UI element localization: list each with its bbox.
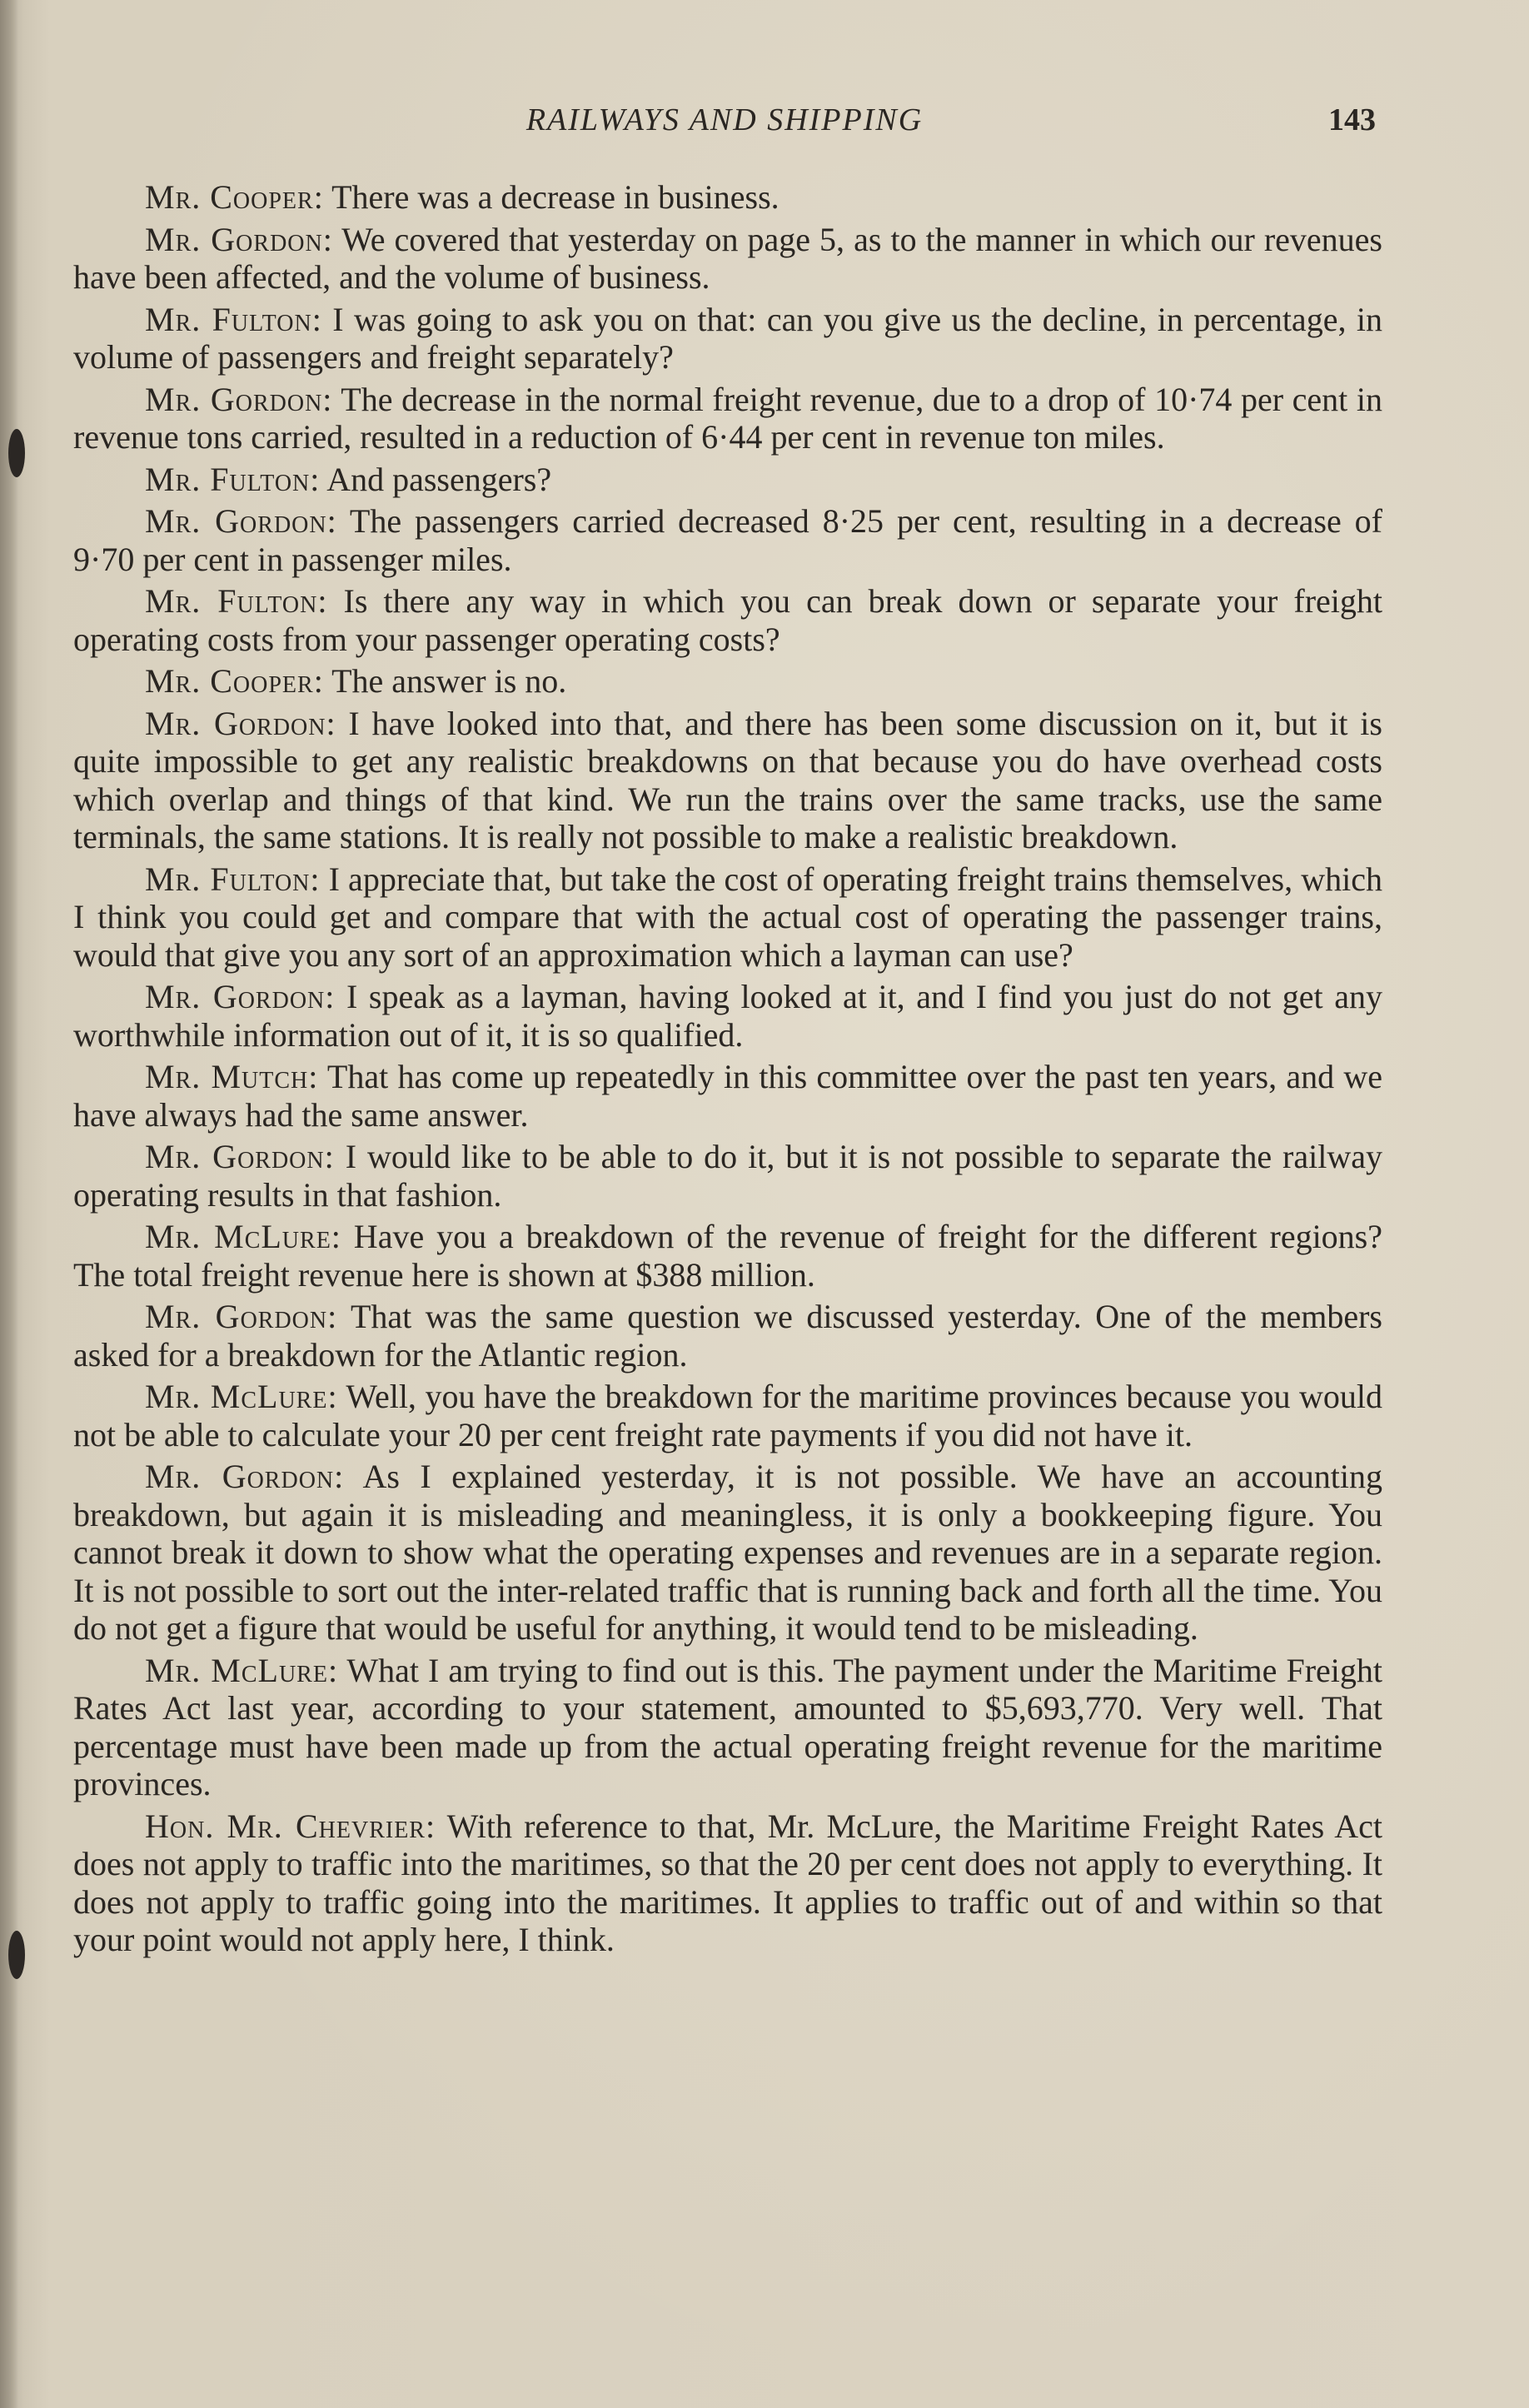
paragraph-text: And passengers?: [320, 460, 552, 498]
transcript-paragraph: [73, 301, 1382, 376]
paragraph-text: Have you a breakdown of the revenue of freight for the different regions? The total freight revenue here is shown at $388 million.: [73, 1218, 1383, 1294]
speaker-name: Mr. Fulton:: [145, 300, 322, 338]
paragraph-text: That was the same question we discussed yesterday. One of the members asked for a breakdown for the Atlantic region.: [73, 1298, 1382, 1374]
speaker-name: Mr. Mutch:: [145, 1058, 319, 1095]
speaker-name: Mr. Cooper:: [145, 178, 324, 216]
speaker-name: Mr. Gordon:: [145, 1138, 335, 1175]
speaker-name: Mr. McLure:: [145, 1218, 341, 1255]
transcript-paragraph: [73, 381, 1382, 456]
speaker-name: Mr. Gordon:: [145, 978, 336, 1015]
paragraph-text: As I explained yesterday, it is not possible. We have an accounting breakdown, but again it is misleading and meaningless, it is only a bookkeeping figure. You cannot break it down to show what the operating expenses and revenues are in a separate region. It is not possible to sort out the inter-related traffic that is running back and forth all the time. You do not get a figure that would be useful for anything, it would tend to be misleading.: [73, 1458, 1382, 1647]
transcript-paragraph: [73, 860, 1382, 975]
paragraph-text: I would like to be able to do it, but it is not possible to separate the railway operating results in that fashion.: [73, 1138, 1382, 1214]
transcript-paragraph: [73, 1298, 1382, 1374]
transcript-paragraph: [73, 1058, 1382, 1134]
transcript-paragraph: [73, 1378, 1382, 1453]
speaker-name: Mr. Gordon:: [145, 502, 337, 540]
paragraph-text: The answer is no.: [323, 662, 567, 700]
paragraph-text: Well, you have the breakdown for the maritime provinces because you would not be able to calculate your 20 per cent freight rate payments if you did not have it.: [73, 1378, 1383, 1453]
transcript-paragraph: [73, 705, 1382, 856]
transcript-paragraph: [73, 221, 1382, 297]
speaker-name: Mr. Fulton:: [145, 860, 321, 898]
speaker-name: Mr. Gordon:: [145, 380, 333, 418]
paragraph-text: I was going to ask you on that: can you give us the decline, in percentage, in volume of passengers and freight separately?: [73, 300, 1382, 376]
transcript-paragraph: [73, 662, 1382, 700]
paragraph-text: The decrease in the normal freight revenue, due to a drop of 10·74 per cent in revenue tons carried, resulted in a reduction of 6·44 per cent in revenue ton miles.: [73, 380, 1382, 456]
paragraph-text: That has come up repeatedly in this committee over the past ten years, and we have always had the same answer.: [73, 1058, 1382, 1134]
running-title: RAILWAYS AND SHIPPING: [525, 102, 924, 137]
paragraph-text: I appreciate that, but take the cost of operating freight trains themselves, which I think you could get and compare that with the actual cost of operating the passenger trains, would that give you any sort of an approximation which a layman can use?: [73, 860, 1382, 974]
speaker-name: Mr. McLure:: [145, 1651, 339, 1689]
transcript-paragraph: [73, 978, 1382, 1054]
speaker-name: Mr. Fulton:: [145, 460, 321, 498]
transcript-paragraph: [73, 1458, 1382, 1648]
paragraph-text: With reference to that, Mr. McLure, the Maritime Freight Rates Act does not apply to traffic into the maritimes, so that the 20 per cent does not apply to everything. It does not apply to traffic going into the maritimes. It applies to traffic out of and within so that your point would not apply here, I think.: [73, 1807, 1382, 1958]
page-number: 143: [1328, 102, 1376, 137]
speaker-name: Mr. McLure:: [145, 1378, 338, 1415]
transcript-paragraph: [73, 582, 1382, 658]
speaker-name: Mr. Cooper:: [145, 662, 324, 700]
transcript-paragraph: [73, 1138, 1382, 1214]
transcript-paragraph: [73, 178, 1382, 217]
transcript-paragraph: [73, 502, 1382, 578]
binding-edge: [0, 0, 18, 2408]
speaker-name: Mr. Fulton:: [145, 582, 328, 620]
binding-hole: [8, 1931, 25, 1979]
paragraph-text: I speak as a layman, having looked at it, and I find you just do not get any worthwhile information out of it, it is so qualified.: [73, 978, 1382, 1054]
transcript-paragraph: [73, 1807, 1382, 1959]
speaker-name: Mr. Gordon:: [145, 220, 333, 258]
binding-hole: [8, 429, 25, 477]
paragraph-text: We covered that yesterday on page 5, as to the manner in which our revenues have been affected, and the volume of business.: [73, 220, 1382, 296]
speaker-name: Mr. Gordon:: [145, 1458, 345, 1495]
paragraph-text: Is there any way in which you can break down or separate your freight operating costs from your passenger operating costs?: [73, 582, 1382, 658]
paragraph-text: The passengers carried decreased 8·25 per cent, resulting in a decrease of 9·70 per cent in passenger miles.: [73, 502, 1382, 578]
transcript-paragraph: [73, 1218, 1382, 1294]
paragraph-text: I have looked into that, and there has been some discussion on it, but it is quite impossible to get any realistic breakdowns on that because you do have overhead costs which overlap and things of that kind. We run the trains over the same tracks, use the same terminals, the same stations. It is really not possible to make a realistic breakdown.: [73, 704, 1382, 855]
transcript-paragraph: [73, 1652, 1382, 1803]
page-header: [75, 102, 1374, 143]
speaker-name: Hon. Mr. Chevrier:: [145, 1807, 436, 1845]
speaker-name: Mr. Gordon:: [145, 1298, 338, 1335]
paragraph-text: There was a decrease in business.: [323, 178, 779, 216]
transcript-paragraph: [73, 461, 1382, 499]
paragraph-text: What I am trying to find out is this. The payment under the Maritime Freight Rates Act last year, according to your statement, amounted to $5,693,770. Very well. That percentage must have been made up from the actual operating freight revenue for the maritime provinces.: [73, 1651, 1382, 1802]
transcript-body: [73, 178, 1382, 1963]
speaker-name: Mr. Gordon:: [145, 704, 336, 742]
